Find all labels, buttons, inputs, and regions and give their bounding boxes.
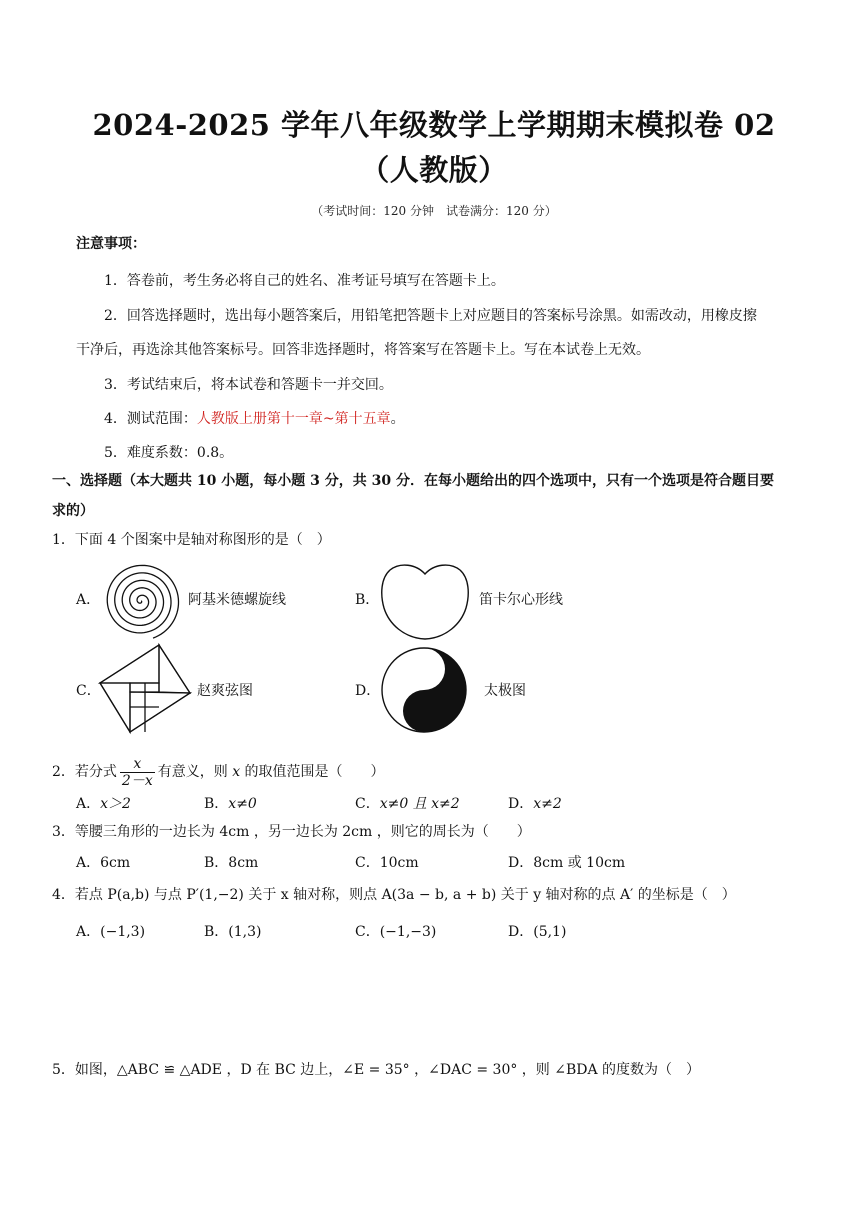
notice-item-1: 1．答卷前，考生务必将自己的姓名、准考证号填写在答题卡上。: [104, 273, 505, 289]
q4-option-d: [508, 922, 566, 942]
q4-option-d-letter: D．: [508, 924, 534, 940]
q3-option-d: [508, 853, 625, 873]
notice-item-4: [104, 409, 405, 429]
q2-option-d-letter: D．: [508, 796, 534, 812]
test-range: 人教版上册第十一章~第十五章: [196, 411, 391, 427]
q4-option-b-letter: B．: [204, 924, 229, 940]
q4-option-c: [355, 922, 436, 942]
q2-option-b-letter: B．: [204, 796, 229, 812]
q3-option-d-text: 8cm 或 10cm: [533, 855, 626, 871]
q1-option-b-letter: B．: [355, 592, 380, 608]
q2-variable: x: [232, 764, 241, 780]
q2-prefix: 2．若分式: [52, 764, 117, 780]
zhaoshuang-diagram-icon: [98, 643, 192, 735]
q2-option-d-text: x≠2: [533, 796, 562, 812]
q2-suffix: 的取值范围是（ ）: [244, 764, 385, 780]
q2-option-c-text: x≠0 且 x≠2: [379, 796, 460, 812]
notice-item-4-suffix: 。: [390, 411, 405, 427]
q1-option-a-letter: A．: [76, 592, 101, 608]
q3-option-a-letter: A．: [76, 855, 101, 871]
exam-info: （考试时间：120 分钟 试卷满分：120 分）: [311, 204, 557, 218]
notice-item-2-line-2: 干净后，再选涂其他答案标号。回答非选择题时，将答案写在答题卡上。写在本试卷上无效。: [76, 342, 650, 358]
q2-fraction: [120, 756, 155, 789]
exam-title: 2024-2025 学年八年级数学上学期期末模拟卷 02: [92, 108, 776, 142]
q1-option-d-letter: D．: [355, 683, 381, 699]
q4-option-c-letter: C．: [355, 924, 380, 940]
q4-option-b-text: (1,3): [228, 924, 262, 940]
taiji-icon: [380, 646, 468, 734]
q4-option-b: [204, 922, 262, 942]
question-2-stem: [52, 752, 385, 792]
spiral-icon: [100, 560, 182, 642]
q4-option-a-text: (−1,3): [100, 924, 146, 940]
q3-option-a: [76, 853, 130, 873]
q3-option-d-letter: D．: [508, 855, 534, 871]
question-4-stem: 4．若点 P(a,b) 与点 P′(1,−2) 关于 x 轴对称，则点 A(3a − b, a + b) 关于 y 轴对称的点 A′ 的坐标是（ ）: [52, 887, 736, 903]
notice-item-4-prefix: 4．测试范围：: [104, 411, 197, 427]
section-heading-line-2: 求的）: [52, 503, 94, 519]
q1-option-c-caption: 赵爽弦图: [197, 683, 253, 699]
section-heading-line-1: 一、选择题（本大题共 10 小题，每小题 3 分，共 30 分．在每小题给出的四个选项中，只有一个选项是符合题目要: [52, 473, 774, 489]
exam-subtitle: （人教版）: [360, 153, 508, 187]
q2-option-c-letter: C．: [355, 796, 380, 812]
q4-option-c-text: (−1,−3): [379, 924, 437, 940]
question-3-stem: 3．等腰三角形的一边长为 4cm ，另一边长为 2cm ，则它的周长为（ ）: [52, 824, 531, 840]
q2-option-a-text: x＞2: [100, 796, 131, 812]
q2-option-c: [355, 794, 460, 814]
q1-option-d-caption: 太极图: [484, 683, 526, 699]
q4-option-d-text: (5,1): [533, 924, 567, 940]
q3-option-c-letter: C．: [355, 855, 380, 871]
q3-option-a-text: 6cm: [100, 855, 131, 871]
notice-item-2-line-1: 2．回答选择题时，选出每小题答案后，用铅笔把答题卡上对应题目的答案标号涂黑。如需改动，用橡皮擦: [104, 308, 757, 324]
question-1-stem: 1．下面 4 个图案中是轴对称图形的是（ ）: [52, 532, 331, 548]
q1-option-c-letter: C．: [76, 683, 101, 699]
q2-option-a: [76, 794, 131, 814]
q2-option-a-letter: A．: [76, 796, 101, 812]
q4-option-a-letter: A．: [76, 924, 101, 940]
q2-option-d: [508, 794, 562, 814]
q3-option-b-text: 8cm: [228, 855, 259, 871]
q2-fraction-denominator: 2－x: [121, 772, 153, 789]
notice-item-5: 5．难度系数：0.8。: [104, 445, 234, 461]
question-5-stem: 5．如图，△ABC ≌ △ADE ，D 在 BC 边上，∠E = 35° ，∠DAC = 30° ，则 ∠BDA 的度数为（ ）: [52, 1062, 701, 1078]
q1-option-b-caption: 笛卡尔心形线: [479, 592, 563, 608]
q3-option-b-letter: B．: [204, 855, 229, 871]
q3-option-c-text: 10cm: [379, 855, 419, 871]
cardioid-icon: [380, 560, 470, 642]
q3-option-b: [204, 853, 258, 873]
q2-mid: 有意义，则: [157, 764, 228, 780]
q4-option-a: [76, 922, 145, 942]
q2-option-b-text: x≠0: [228, 796, 257, 812]
q2-option-b: [204, 794, 257, 814]
q2-fraction-numerator: x: [120, 756, 155, 773]
notice-item-3: 3．考试结束后，将本试卷和答题卡一并交回。: [104, 377, 393, 393]
q3-option-c: [355, 853, 419, 873]
q1-option-a-caption: 阿基米德螺旋线: [188, 592, 286, 608]
notice-heading: 注意事项：: [76, 236, 146, 252]
